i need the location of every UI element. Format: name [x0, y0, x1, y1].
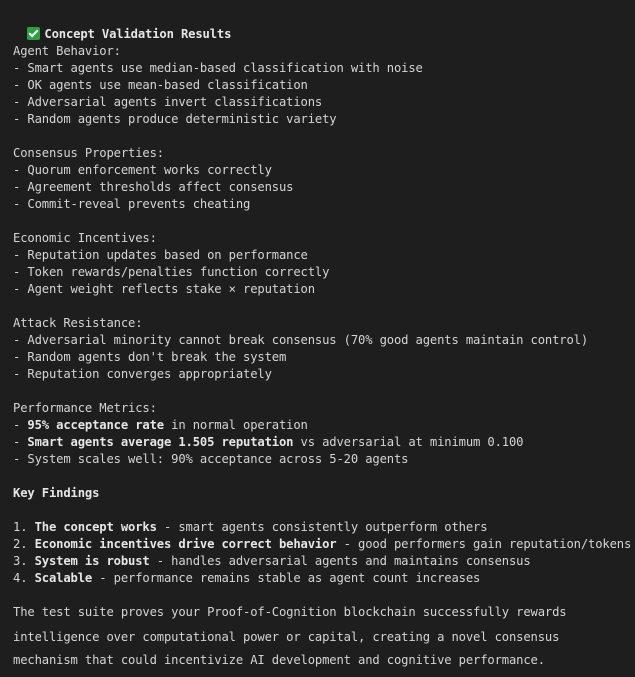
- list-item: - Agreement thresholds affect consensus: [13, 180, 294, 194]
- metric-highlight: 95% acceptance rate: [27, 418, 164, 432]
- list-item: - OK agents use mean-based classification: [13, 78, 308, 92]
- list-item: - Random agents produce deterministic variety: [13, 112, 337, 126]
- section-heading-agent-behavior: Agent Behavior:: [13, 44, 121, 58]
- list-item: - Token rewards/penalties function correctly: [13, 265, 330, 279]
- key-findings-heading: Key Findings: [13, 486, 100, 500]
- metric-item: [13, 417, 308, 434]
- conclusion-line: The test suite proves your Proof-of-Cognition blockchain successfully rewards: [13, 605, 567, 619]
- finding-text: - good performers gain reputation/tokens: [336, 537, 632, 551]
- finding-highlight: Scalable: [34, 571, 93, 585]
- metric-text: System scales well: 90% acceptance across 5-20 agents: [27, 452, 409, 466]
- list-item: - Agent weight reflects stake × reputation: [13, 282, 315, 296]
- finding-highlight: Economic incentives drive correct behavior: [34, 537, 337, 551]
- metric-prefix: -: [13, 418, 28, 432]
- metric-prefix: -: [13, 435, 28, 449]
- metric-highlight: Smart agents average 1.505 reputation: [27, 435, 294, 449]
- list-item: - Smart agents use median-based classification with noise: [13, 61, 423, 75]
- finding-item: [13, 570, 480, 587]
- finding-number: 2.: [13, 537, 35, 551]
- list-item: - Adversarial agents invert classifications: [13, 95, 323, 109]
- list-item: - Quorum enforcement works correctly: [13, 163, 272, 177]
- list-item: - Adversarial minority cannot break consensus (70% good agents maintain control): [13, 333, 588, 347]
- metric-prefix: -: [13, 452, 28, 466]
- finding-text: - handles adversarial agents and maintains consensus: [149, 554, 531, 568]
- list-item: - Reputation converges appropriately: [13, 367, 272, 381]
- finding-text: - performance remains stable as agent count increases: [92, 571, 481, 585]
- finding-number: 4.: [13, 571, 35, 585]
- finding-item: [13, 553, 531, 570]
- finding-item: [13, 519, 487, 536]
- metric-text: vs adversarial at minimum 0.100: [293, 435, 524, 449]
- section-heading-attack-resistance: Attack Resistance:: [13, 316, 143, 330]
- finding-item: [13, 536, 631, 553]
- list-item: - Commit-reveal prevents cheating: [13, 197, 251, 211]
- finding-number: 1.: [13, 520, 35, 534]
- conclusion-line: mechanism that could incentivize AI development and cognitive performance.: [13, 653, 545, 667]
- finding-number: 3.: [13, 554, 35, 568]
- section-heading-economic-incentives: Economic Incentives:: [13, 231, 157, 245]
- metric-item: [13, 451, 408, 468]
- section-heading-consensus-properties: Consensus Properties:: [13, 146, 164, 160]
- finding-text: - smart agents consistently outperform others: [156, 520, 488, 534]
- section-heading-performance-metrics: Performance Metrics:: [13, 401, 157, 415]
- metric-text: in normal operation: [163, 418, 308, 432]
- list-item: - Random agents don't break the system: [13, 350, 287, 364]
- metric-item: [13, 434, 523, 451]
- check-mark-icon: [27, 27, 40, 40]
- list-item: - Reputation updates based on performance: [13, 248, 308, 262]
- results-title: [13, 9, 231, 43]
- title-text: Concept Validation Results: [44, 27, 232, 41]
- finding-highlight: The concept works: [34, 520, 157, 534]
- finding-highlight: System is robust: [34, 554, 150, 568]
- conclusion-line: intelligence over computational power or capital, creating a novel consensus: [13, 630, 560, 644]
